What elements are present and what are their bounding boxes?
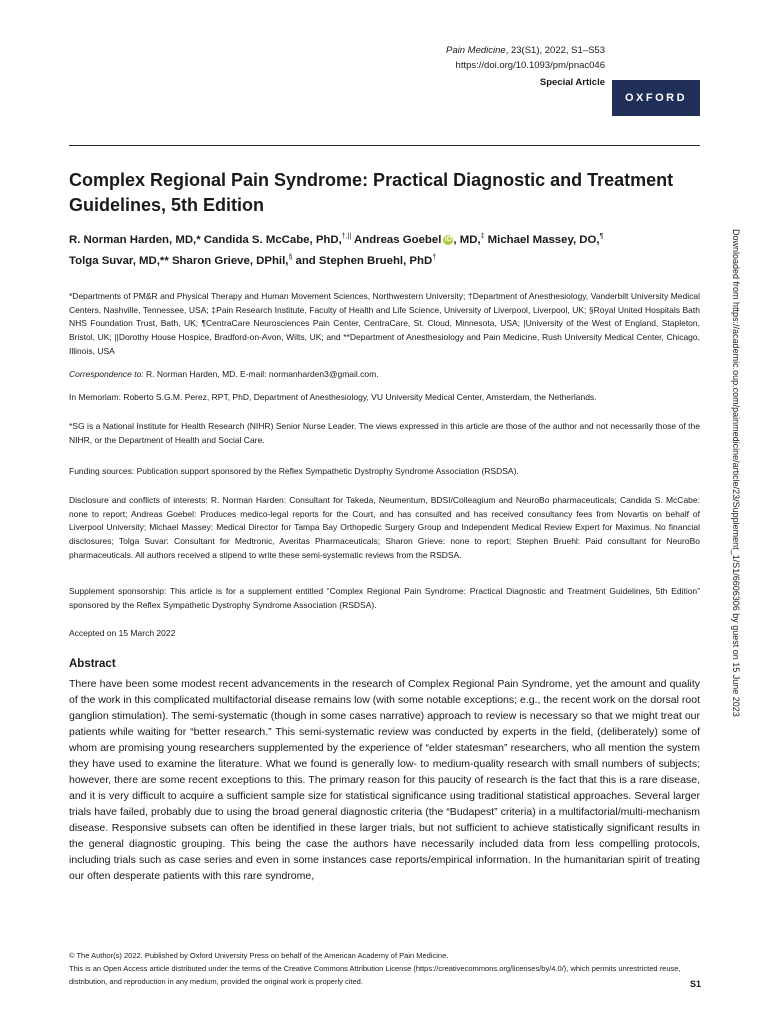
journal-info bbox=[446, 43, 605, 90]
sg-note-text: *SG is a National Institute for Health Research (NIHR) Senior Nurse Leader. The views expressed in this article are those of the author and not necessarily those of the NIHR, or the Department of Health and Social Care. bbox=[69, 421, 700, 445]
doi-link[interactable]: https://doi.org/10.1093/pm/pnac046 bbox=[455, 60, 605, 71]
accepted-text: Accepted on 15 March 2022 bbox=[69, 628, 176, 638]
footer bbox=[69, 949, 700, 988]
supplement-note bbox=[69, 585, 700, 612]
funding bbox=[69, 465, 700, 479]
author-sup: †,|| bbox=[341, 233, 352, 240]
author-sup: † bbox=[432, 253, 437, 261]
affiliations-text: *Departments of PM&R and Physical Therapy and Human Movement Sciences, Northwestern University; †Department of Anesthesiology, Vanderbilt University Medical Centers, Nashville, Tennessee, USA; ‡Pain Research Institute, Faculty of Health and Life Science, University of Liverpool, Liverpool, UK; §Royal United Hospitals Bath NHS Foundation Trust, Bath, UK; ¶CentraCare Neurosciences Pain Center, CentraCare, St. Cloud, Minnesota, USA; |University of the West of England, Stapleton, Bristol, UK; ||Dorothy House Hospice, Bradford-on-Avon, Wilts, UK; and **Department of Anesthesiology and Pain Medicine, Rush University Medical Center, Chicago, Illinois, USA bbox=[69, 291, 700, 356]
journal-volume: , 23(S1), 2022, S1–S53 bbox=[505, 45, 605, 56]
orcid-icon[interactable]: iD bbox=[444, 235, 452, 243]
memoriam-text: In Memoriam: Roberto S.G.M. Perez, RPT, PhD, Department of Anesthesiology, VU University Medical Center, Amsterdam, the Netherlands. bbox=[69, 392, 597, 402]
article-title: Complex Regional Pain Syndrome: Practical Diagnostic and Treatment Guidelines, 5th Edition bbox=[69, 170, 674, 215]
author-text: R. Norman Harden, MD,* Candida S. McCabe, PhD, bbox=[69, 233, 342, 246]
download-watermark: Downloaded from https://academic.oup.com/painmedicine/article/23/Supplement_1/S1/6606306 by guest on 15 June 2023 bbox=[731, 229, 741, 717]
license-text: This is an Open Access article distributed under the terms of the Creative Commons Attribution License (https://creativecommons.org/licenses/by/4.0/), which permits unrestricted reuse, distribution, and reproduction in any medium, provided the original work is properly cited. bbox=[69, 964, 681, 986]
funding-text: Funding sources: Publication support sponsored by the Reflex Sympathetic Dystrophy Syndrome Association (RSDSA). bbox=[69, 466, 519, 476]
abstract-heading: Abstract bbox=[69, 658, 116, 670]
journal-name: Pain Medicine bbox=[446, 45, 506, 56]
correspondence-text: R. Norman Harden, MD. E-mail: normanharden3@gmail.com. bbox=[143, 369, 379, 379]
header-rule bbox=[69, 145, 700, 146]
author-sup: ¶ bbox=[599, 233, 604, 240]
sg-note bbox=[69, 420, 700, 447]
accepted-date bbox=[69, 627, 700, 641]
memoriam bbox=[69, 391, 700, 405]
author-text: and Stephen Bruehl, PhD bbox=[292, 254, 433, 267]
author-text: Michael Massey, DO, bbox=[484, 233, 600, 246]
correspondence-label: Correspondence to: bbox=[69, 369, 144, 379]
author-sup: § bbox=[288, 253, 293, 261]
correspondence bbox=[69, 368, 700, 382]
author-text: Andreas Goebel bbox=[351, 233, 442, 246]
author-text: Tolga Suvar, MD,** Sharon Grieve, DPhil, bbox=[69, 254, 289, 267]
journal-citation bbox=[446, 43, 605, 58]
oxford-logo: OXFORD bbox=[612, 80, 700, 116]
author-sup: ‡ bbox=[480, 233, 485, 240]
abstract-text: There have been some modest recent advancements in the research of Complex Regional Pain Syndrome, yet the amount and quality of the work in this complicated multifactorial disease remains low (with some notable exceptions; e.g., the recent work on the dorsal root ganglion stimulation). The semi-systematic (though in some cases narrative) approach to review is necessary so that we might treat our patients while waiting for “better research.” This semi-systematic review was conducted by experts in the field, (deliberately) some of whom are promising young researchers supplemented by the experience of “elder statesman” researchers, who all mention the system they have used to examine the literature. What we found is generally low- to medium-quality research with small numbers of subjects; however, there are some recent exceptions to this. The primary reason for this paucity of research is the fact that this is a rare disease, and it is very difficult to acquire a sufficient sample size for statistical significance using traditional statistical approaches. Several larger trials have failed, probably due to using the broad general diagnostic criteria (the “Budapest” criteria) in a multifactorial/multi-mechanism disease. Responsive subsets can often be identified in these larger trials, but not sufficient to achieve statistically significant results in the general diagnostic grouping. This being the case the authors have necessarily included data from less compelling protocols, including trials such as case series and even in some instances case reports/empirical information. In the humanitarian spirit of treating our often desperate patients with this rare syndrome, bbox=[69, 678, 700, 882]
author-list bbox=[69, 228, 700, 270]
affiliations bbox=[69, 290, 700, 359]
disclosure-text: Disclosure and conflicts of interests: R. Norman Harden: Consultant for Takeda, Neumentum, BDSI/Colleagium and NeuroBo pharmaceuticals; Candida S. McCabe: none to report; Andreas Goebel: Produces medico-legal reports for the Court, and has consulted and has received consultancy fees from Novartis on behalf of Liverpool University; Michael Massey: Medical Director for Tampa Bay Orthopedic Surgery Group and Independent Medical Review Expert for Maximus. No financial disclosures; Tolga Suvar: Consultant for Medtronic, Averitas Pharmaceuticals; Sharon Grieve: none to report; Stephen Bruehl: Paid consultant for NeuroBo pharmaceuticals. All authors received a stipend to write these semi-systematic reviews from the RSDSA. bbox=[69, 495, 700, 560]
author-text: , MD, bbox=[453, 233, 481, 246]
supplement-text: Supplement sponsorship: This article is for a supplement entitled “Complex Regional Pain Syndrome: Practical Diagnostic and Treatment Guidelines, 5th Edition” sponsored by the Reflex Sympathetic Dystrophy Syndrome Association (RSDSA). bbox=[69, 586, 700, 610]
page-number: S1 bbox=[690, 979, 702, 989]
copyright-text: © The Author(s) 2022. Published by Oxford University Press on behalf of the American Academy of Pain Medicine. bbox=[69, 951, 449, 960]
disclosure bbox=[69, 494, 700, 563]
article-type: Special Article bbox=[539, 77, 605, 88]
